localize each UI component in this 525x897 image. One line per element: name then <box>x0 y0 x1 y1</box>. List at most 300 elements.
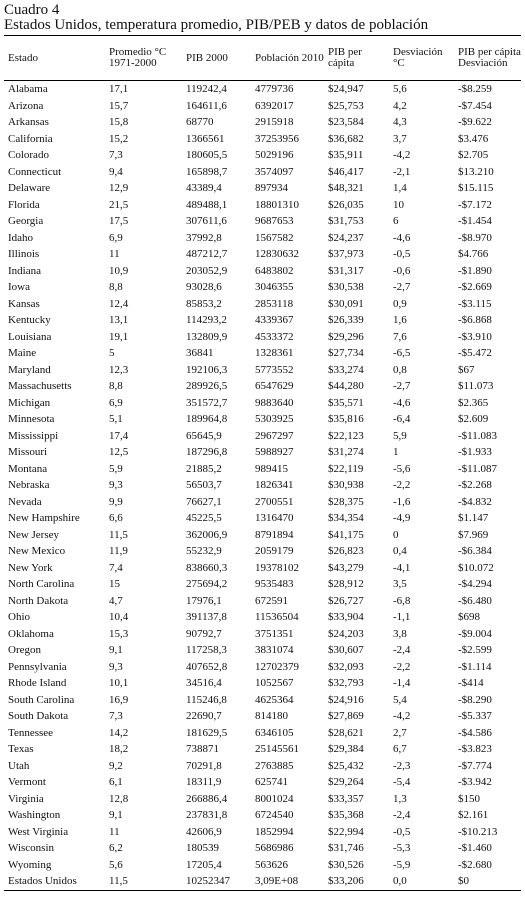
cell-estado: New York <box>8 561 53 574</box>
cell-pib-desviacion: -$9.622 <box>458 116 492 128</box>
table-row <box>4 560 521 577</box>
cell-pib-per-capita: $30,538 <box>328 281 364 293</box>
cell-promedio-temp: 15,8 <box>109 116 129 128</box>
cell-pib-desviacion: -$2.599 <box>458 644 492 656</box>
cell-poblacion-2010: 19378102 <box>255 561 299 574</box>
cell-poblacion-2010: 5773552 <box>255 363 294 376</box>
cell-pib-desviacion: $2.609 <box>458 413 489 425</box>
cell-estado: Michigan <box>8 396 51 409</box>
cell-estado: Arizona <box>8 99 44 112</box>
cell-pib-per-capita: $36,682 <box>328 132 364 145</box>
cell-desviacion-temp: -6,8 <box>393 594 411 607</box>
cell-estado: Wyoming <box>8 858 52 871</box>
cell-estado: Indiana <box>8 264 41 277</box>
cell-poblacion-2010: 18801310 <box>255 198 299 211</box>
cell-desviacion-temp: 2,7 <box>393 726 407 739</box>
cell-poblacion-2010: 625741 <box>255 776 288 788</box>
cell-pib-per-capita: $32,793 <box>328 677 364 689</box>
cell-estado: North Dakota <box>8 594 69 607</box>
cell-desviacion-temp: -2,3 <box>393 759 411 772</box>
cell-estado: South Carolina <box>8 693 75 706</box>
cell-promedio-temp: 11,5 <box>109 528 128 541</box>
cell-estado: Texas <box>8 743 34 755</box>
cell-pib-2000: 45225,5 <box>186 512 222 524</box>
table-row <box>4 395 521 412</box>
cell-pib-desviacion: -$3.942 <box>458 776 492 788</box>
cell-desviacion-temp: 0,0 <box>393 875 407 887</box>
cell-desviacion-temp: -4,1 <box>393 561 411 574</box>
cell-pib-per-capita: $33,274 <box>328 363 364 376</box>
cell-pib-per-capita: $27,869 <box>328 710 364 722</box>
cell-promedio-temp: 17,5 <box>109 215 129 227</box>
table-row <box>4 477 521 494</box>
cell-pib-per-capita: $33,357 <box>328 792 364 805</box>
cell-pib-per-capita: $35,368 <box>328 809 364 821</box>
cell-promedio-temp: 11,5 <box>109 875 128 887</box>
cell-promedio-temp: 6,1 <box>109 776 123 788</box>
cell-desviacion-temp: 3,8 <box>393 627 407 640</box>
cell-promedio-temp: 6,2 <box>109 842 123 854</box>
cell-pib-per-capita: $35,911 <box>328 149 364 161</box>
cell-pib-2000: 407652,8 <box>186 660 228 673</box>
cell-pib-desviacion: -$8.290 <box>458 693 492 706</box>
cell-estado: Colorado <box>8 149 49 161</box>
cell-desviacion-temp: 0,4 <box>393 545 407 557</box>
cell-pib-per-capita: $28,912 <box>328 578 364 590</box>
cell-pib-2000: 17205,4 <box>186 858 222 871</box>
cell-pib-desviacion: -$11.087 <box>458 462 498 475</box>
cell-poblacion-2010: 6547629 <box>255 380 294 392</box>
cell-pib-desviacion: $11.073 <box>458 380 494 392</box>
cell-desviacion-temp: -0,6 <box>393 264 411 277</box>
table-row <box>4 378 521 395</box>
header-desviacion-temp: Desviación °C <box>393 46 443 69</box>
cell-desviacion-temp: 0 <box>393 528 399 541</box>
cell-pib-2000: 17976,1 <box>186 594 222 607</box>
cell-pib-per-capita: $29,384 <box>328 743 364 755</box>
cell-poblacion-2010: 9687653 <box>255 215 294 227</box>
cell-estado: New Jersey <box>8 528 60 541</box>
cell-promedio-temp: 6,6 <box>109 512 123 524</box>
cell-pib-2000: 237831,8 <box>186 809 228 821</box>
table-row <box>4 527 521 544</box>
cell-desviacion-temp: -2,4 <box>393 809 411 821</box>
cell-promedio-temp: 7,3 <box>109 149 123 161</box>
cell-pib-desviacion: $7.969 <box>458 528 489 541</box>
cell-desviacion-temp: -0,5 <box>393 248 411 260</box>
cell-promedio-temp: 6,9 <box>109 231 123 244</box>
cell-desviacion-temp: -5,9 <box>393 858 411 871</box>
table-row <box>4 659 521 676</box>
cell-pib-desviacion: -$2.669 <box>458 281 492 293</box>
cell-pib-2000: 187296,8 <box>186 446 228 458</box>
cell-poblacion-2010: 6392017 <box>255 99 294 112</box>
cell-estado: Louisiana <box>8 330 52 343</box>
cell-promedio-temp: 5 <box>109 347 115 359</box>
cell-estado: Vermont <box>8 776 46 788</box>
cell-pib-desviacion: -$6.384 <box>458 545 492 557</box>
cell-estado: Oregon <box>8 644 41 656</box>
cell-desviacion-temp: 1,6 <box>393 314 407 326</box>
cell-poblacion-2010: 5988927 <box>255 446 294 458</box>
table-row <box>4 131 521 148</box>
cell-poblacion-2010: 4339367 <box>255 314 294 326</box>
table-row <box>4 329 521 346</box>
cell-desviacion-temp: 6 <box>393 215 399 227</box>
cell-pib-2000: 164611,6 <box>186 99 227 112</box>
table-row <box>4 758 521 775</box>
cell-pib-desviacion: -$4.832 <box>458 495 492 508</box>
cell-pib-2000: 362006,9 <box>186 528 228 541</box>
cell-pib-per-capita: $26,727 <box>328 594 364 607</box>
cell-promedio-temp: 15 <box>109 578 120 590</box>
cell-promedio-temp: 11 <box>109 825 120 838</box>
cell-estado: Maine <box>8 347 37 359</box>
cell-poblacion-2010: 4625364 <box>255 693 294 706</box>
cell-pib-2000: 10252347 <box>186 875 230 887</box>
cell-pib-2000: 266886,4 <box>186 792 228 805</box>
cell-estado: Ohio <box>8 611 30 623</box>
cell-estado: California <box>8 132 53 145</box>
cell-pib-per-capita: $26,035 <box>328 198 364 211</box>
cell-pib-per-capita: $30,607 <box>328 644 364 656</box>
cell-pib-2000: 838660,3 <box>186 561 228 574</box>
cell-promedio-temp: 11 <box>109 248 120 260</box>
cell-desviacion-temp: 5,9 <box>393 429 407 442</box>
cell-estado: Connecticut <box>8 165 62 178</box>
cell-promedio-temp: 9,2 <box>109 759 123 772</box>
table-caption-number: Cuadro 4 <box>4 2 60 18</box>
cell-pib-2000: 22690,7 <box>186 710 222 722</box>
cell-promedio-temp: 6,9 <box>109 396 123 409</box>
table-row <box>4 362 521 379</box>
cell-desviacion-temp: 10 <box>393 198 404 211</box>
cell-pib-desviacion: $4.766 <box>458 248 489 260</box>
cell-desviacion-temp: 1,4 <box>393 182 407 194</box>
cell-promedio-temp: 9,9 <box>109 495 123 508</box>
cell-poblacion-2010: 814180 <box>255 710 288 722</box>
table-row <box>4 857 521 874</box>
cell-pib-2000: 36841 <box>186 347 214 359</box>
cell-pib-desviacion: $2.161 <box>458 809 489 821</box>
cell-promedio-temp: 9,4 <box>109 165 123 178</box>
cell-pib-2000: 132809,9 <box>186 330 228 343</box>
cell-poblacion-2010: 12830632 <box>255 248 299 260</box>
cell-pib-per-capita: $30,938 <box>328 479 364 491</box>
table-row <box>4 345 521 362</box>
cell-desviacion-temp: 6,7 <box>393 743 407 755</box>
cell-pib-per-capita: $24,916 <box>328 693 364 706</box>
table-body <box>4 81 521 891</box>
cell-pib-desviacion: -$8.259 <box>458 83 492 95</box>
cell-pib-desviacion: -$5.472 <box>458 347 492 359</box>
table-header <box>4 36 521 81</box>
cell-pib-per-capita: $41,175 <box>328 528 364 541</box>
cell-desviacion-temp: -4,2 <box>393 149 411 161</box>
cell-pib-2000: 275694,2 <box>186 578 228 590</box>
cell-pib-2000: 18311,9 <box>186 776 222 788</box>
cell-promedio-temp: 10,4 <box>109 611 129 623</box>
cell-desviacion-temp: 5,4 <box>393 693 407 706</box>
cell-pib-2000: 289926,5 <box>186 380 228 392</box>
cell-pib-per-capita: $27,734 <box>328 347 364 359</box>
cell-pib-desviacion: $3.476 <box>458 132 489 145</box>
table-row <box>4 444 521 461</box>
table-row-total <box>4 873 521 890</box>
cell-estado: Kentucky <box>8 314 51 326</box>
cell-poblacion-2010: 2059179 <box>255 545 294 557</box>
table-row <box>4 510 521 527</box>
cell-promedio-temp: 13,1 <box>109 314 129 326</box>
cell-desviacion-temp: 3,5 <box>393 578 407 590</box>
cell-promedio-temp: 5,9 <box>109 462 123 475</box>
cell-pib-desviacion: -$4.586 <box>458 726 492 739</box>
cell-desviacion-temp: -6,4 <box>393 413 411 425</box>
header-row <box>4 36 521 81</box>
cell-estado: North Carolina <box>8 578 75 590</box>
cell-estado: Estados Unidos <box>8 875 77 887</box>
cell-pib-per-capita: $30,091 <box>328 297 364 310</box>
cell-pib-desviacion: -$2.680 <box>458 858 492 871</box>
header-promedio-temp: Promedio °C 1971-2000 <box>109 46 167 69</box>
cell-estado: Utah <box>8 759 30 772</box>
cell-promedio-temp: 15,3 <box>109 627 129 640</box>
cell-pib-2000: 85853,2 <box>186 297 222 310</box>
cell-poblacion-2010: 1852994 <box>255 825 294 838</box>
cell-estado: Tennessee <box>8 726 54 739</box>
cell-poblacion-2010: 3046355 <box>255 281 294 293</box>
table-row <box>4 81 521 98</box>
cell-pib-per-capita: $31,274 <box>328 446 364 458</box>
cell-poblacion-2010: 2853118 <box>255 297 294 310</box>
cell-pib-per-capita: $32,093 <box>328 660 364 673</box>
cell-pib-per-capita: $34,354 <box>328 512 364 524</box>
cell-promedio-temp: 4,7 <box>109 594 123 607</box>
cell-desviacion-temp: -5,3 <box>393 842 411 854</box>
cell-pib-2000: 1366561 <box>186 132 225 145</box>
cell-pib-desviacion: -$7.454 <box>458 99 492 112</box>
cell-pib-per-capita: $31,746 <box>328 842 364 854</box>
cell-promedio-temp: 14,2 <box>109 726 129 739</box>
table-row <box>4 543 521 560</box>
cell-promedio-temp: 18,2 <box>109 743 129 755</box>
cell-pib-desviacion: -$9.004 <box>458 627 492 640</box>
cell-pib-desviacion: $1.147 <box>458 512 489 524</box>
cell-poblacion-2010: 6346105 <box>255 726 294 739</box>
cell-promedio-temp: 8,8 <box>109 281 123 293</box>
table-row <box>4 774 521 791</box>
cell-estado: Oklahoma <box>8 627 54 640</box>
cell-pib-2000: 117258,3 <box>186 644 227 656</box>
data-table <box>4 35 521 891</box>
table-row <box>4 741 521 758</box>
cell-pib-desviacion: -$4.294 <box>458 578 492 590</box>
table-row <box>4 180 521 197</box>
cell-poblacion-2010: 1316470 <box>255 512 294 524</box>
cell-pib-2000: 76627,1 <box>186 495 222 508</box>
cell-pib-2000: 189964,8 <box>186 413 228 425</box>
cell-pib-per-capita: $29,296 <box>328 330 364 343</box>
cell-pib-desviacion: -$11.083 <box>458 429 498 442</box>
cell-poblacion-2010: 897934 <box>255 182 288 194</box>
cell-pib-2000: 738871 <box>186 743 219 755</box>
cell-pib-per-capita: $48,321 <box>328 182 364 194</box>
cell-poblacion-2010: 1328361 <box>255 347 294 359</box>
cell-pib-per-capita: $26,823 <box>328 545 364 557</box>
cell-desviacion-temp: -4,6 <box>393 396 411 409</box>
cell-estado: Wisconsin <box>8 842 54 854</box>
cell-pib-per-capita: $22,123 <box>328 429 364 442</box>
cell-pib-desviacion: -$8.970 <box>458 231 492 244</box>
cell-promedio-temp: 8,8 <box>109 380 123 392</box>
cell-pib-per-capita: $26,339 <box>328 314 364 326</box>
cell-promedio-temp: 9,3 <box>109 660 123 673</box>
cell-desviacion-temp: -2,7 <box>393 380 411 392</box>
document-page <box>4 3 521 891</box>
cell-poblacion-2010: 9535483 <box>255 578 294 590</box>
cell-pib-desviacion: -$6.480 <box>458 594 492 607</box>
header-poblacion-2010: Población 2010 <box>255 51 324 64</box>
cell-pib-per-capita: $37,973 <box>328 248 364 260</box>
cell-pib-per-capita: $35,571 <box>328 396 364 409</box>
table-row <box>4 461 521 478</box>
cell-estado: Delaware <box>8 182 51 194</box>
cell-estado: Arkansas <box>8 116 49 128</box>
cell-pib-2000: 114293,2 <box>186 314 227 326</box>
cell-desviacion-temp: 0,9 <box>393 297 407 310</box>
cell-estado: Alabama <box>8 83 48 95</box>
table-row <box>4 197 521 214</box>
cell-pib-desviacion: -$1.454 <box>458 215 492 227</box>
cell-pib-desviacion: $698 <box>458 611 480 623</box>
cell-desviacion-temp: -5,4 <box>393 776 411 788</box>
cell-pib-desviacion: -$1.460 <box>458 842 492 854</box>
cell-pib-2000: 180605,5 <box>186 149 228 161</box>
cell-pib-desviacion: $2.705 <box>458 149 489 161</box>
cell-pib-desviacion: -$3.823 <box>458 743 492 755</box>
cell-pib-2000: 56503,7 <box>186 479 222 491</box>
cell-estado: Minnesota <box>8 413 55 425</box>
cell-pib-2000: 115246,8 <box>186 693 227 706</box>
table-row <box>4 708 521 725</box>
cell-pib-per-capita: $43,279 <box>328 561 364 574</box>
cell-pib-desviacion: $0 <box>458 875 469 887</box>
cell-pib-desviacion: -$3.910 <box>458 330 492 343</box>
cell-desviacion-temp: -4,9 <box>393 512 411 524</box>
header-pib-2000: PIB 2000 <box>186 51 228 64</box>
cell-desviacion-temp: -5,6 <box>393 462 411 475</box>
cell-estado: Nebraska <box>8 479 50 491</box>
cell-promedio-temp: 9,3 <box>109 479 123 491</box>
cell-promedio-temp: 9,1 <box>109 644 123 656</box>
cell-estado: Missouri <box>8 446 48 458</box>
cell-pib-2000: 34516,4 <box>186 677 222 689</box>
cell-promedio-temp: 17,4 <box>109 429 129 442</box>
cell-pib-per-capita: $29,264 <box>328 776 364 788</box>
cell-pib-desviacion: $2.365 <box>458 396 489 409</box>
cell-poblacion-2010: 3831074 <box>255 644 294 656</box>
cell-pib-per-capita: $30,526 <box>328 858 364 871</box>
cell-poblacion-2010: 1567582 <box>255 231 294 244</box>
cell-poblacion-2010: 563626 <box>255 858 288 871</box>
cell-estado: Virginia <box>8 792 44 805</box>
cell-pib-desviacion: -$6.868 <box>458 314 492 326</box>
cell-pib-per-capita: $22,994 <box>328 825 364 838</box>
table-row <box>4 230 521 247</box>
cell-pib-per-capita: $25,753 <box>328 99 364 112</box>
cell-pib-desviacion: -$10.213 <box>458 825 498 838</box>
cell-pib-desviacion: -$1.933 <box>458 446 492 458</box>
cell-pib-per-capita: $31,753 <box>328 215 364 227</box>
cell-pib-desviacion: -$5.337 <box>458 710 492 722</box>
cell-poblacion-2010: 25145561 <box>255 743 299 755</box>
cell-promedio-temp: 12,9 <box>109 182 129 194</box>
cell-desviacion-temp: -1,1 <box>393 611 411 623</box>
cell-pib-per-capita: $22,119 <box>328 462 364 475</box>
cell-estado: South Dakota <box>8 710 69 722</box>
cell-pib-2000: 165898,7 <box>186 165 228 178</box>
cell-pib-desviacion: -$2.268 <box>458 479 492 491</box>
cell-poblacion-2010: 5029196 <box>255 149 294 161</box>
cell-pib-2000: 43389,4 <box>186 182 222 194</box>
table-row <box>4 692 521 709</box>
cell-desviacion-temp: -2,7 <box>393 281 411 293</box>
table-row <box>4 824 521 841</box>
cell-poblacion-2010: 6483802 <box>255 264 294 277</box>
cell-desviacion-temp: -1,4 <box>393 677 411 689</box>
cell-pib-2000: 37992,8 <box>186 231 222 244</box>
table-row <box>4 609 521 626</box>
cell-poblacion-2010: 989415 <box>255 462 288 475</box>
cell-pib-desviacion: $13.210 <box>458 165 494 178</box>
table-row <box>4 807 521 824</box>
cell-desviacion-temp: 5,6 <box>393 83 407 95</box>
table-row <box>4 213 521 230</box>
cell-pib-per-capita: $28,621 <box>328 726 364 739</box>
cell-poblacion-2010: 2700551 <box>255 495 294 508</box>
cell-pib-desviacion: -$414 <box>458 677 484 689</box>
cell-poblacion-2010: 1826341 <box>255 479 294 491</box>
cell-estado: Illinois <box>8 248 40 260</box>
cell-pib-per-capita: $24,237 <box>328 231 364 244</box>
table-row <box>4 791 521 808</box>
cell-pib-desviacion: $15.115 <box>458 182 494 194</box>
cell-desviacion-temp: -1,6 <box>393 495 411 508</box>
cell-pib-per-capita: $44,280 <box>328 380 364 392</box>
cell-pib-per-capita: $33,206 <box>328 875 364 887</box>
cell-pib-desviacion: -$1.114 <box>458 660 492 673</box>
cell-pib-2000: 489488,1 <box>186 198 228 211</box>
cell-estado: Pennsylvania <box>8 660 67 673</box>
cell-desviacion-temp: 0,8 <box>393 363 407 376</box>
cell-estado: Washington <box>8 809 61 821</box>
cell-desviacion-temp: 1,3 <box>393 792 407 805</box>
cell-pib-per-capita: $35,816 <box>328 413 364 425</box>
cell-promedio-temp: 12,3 <box>109 363 129 376</box>
cell-poblacion-2010: 37253956 <box>255 132 299 145</box>
cell-estado: Rhode Island <box>8 677 67 689</box>
cell-pib-desviacion: $67 <box>458 363 475 376</box>
cell-pib-2000: 93028,6 <box>186 281 222 293</box>
cell-pib-2000: 90792,7 <box>186 627 222 640</box>
cell-poblacion-2010: 2763885 <box>255 759 294 772</box>
cell-pib-2000: 55232,9 <box>186 545 222 557</box>
cell-poblacion-2010: 8791894 <box>255 528 294 541</box>
cell-poblacion-2010: 1052567 <box>255 677 294 689</box>
cell-promedio-temp: 16,9 <box>109 693 129 706</box>
cell-pib-desviacion: -$1.890 <box>458 264 492 277</box>
cell-estado: Maryland <box>8 363 51 376</box>
